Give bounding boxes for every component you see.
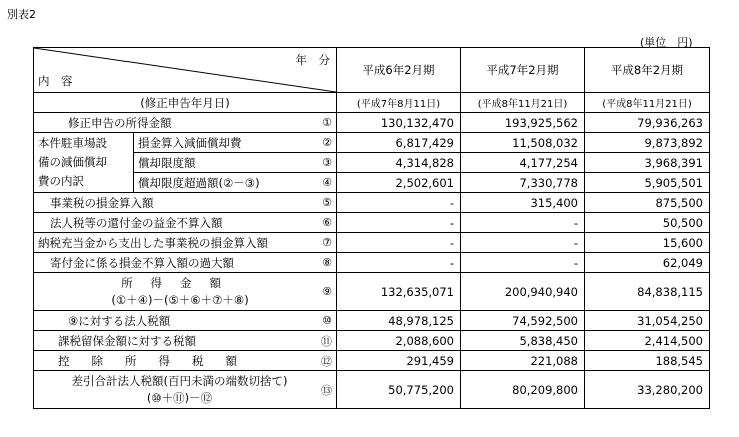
col-header-h6: 平成6年2月期 bbox=[337, 48, 461, 93]
table-row bbox=[34, 113, 710, 133]
row-label-cell bbox=[134, 133, 337, 153]
cell: 31,054,250 bbox=[585, 311, 710, 331]
row-number: ⑤ bbox=[322, 196, 332, 209]
cell: 875,500 bbox=[585, 193, 710, 213]
row-number: ⑬ bbox=[321, 383, 332, 397]
appendix-title: 別表2 bbox=[7, 8, 36, 21]
table-row bbox=[34, 173, 710, 193]
row-label-cell bbox=[34, 331, 337, 351]
cell: (平成8年11月21日) bbox=[585, 93, 710, 113]
cell: 48,978,125 bbox=[337, 311, 461, 331]
row-label-cell bbox=[34, 311, 337, 331]
cell: 50,775,200 bbox=[337, 371, 461, 409]
cell: 5,905,501 bbox=[585, 173, 710, 193]
group-label-cell bbox=[34, 133, 134, 193]
header-diagonal-cell bbox=[34, 48, 337, 93]
row-number: ⑧ bbox=[322, 256, 332, 269]
cell: - bbox=[461, 233, 585, 253]
cell: 188,545 bbox=[585, 351, 710, 371]
table-row bbox=[34, 351, 710, 371]
row-label: 納税充当金から支出した事業税の損金算入額 bbox=[38, 235, 268, 250]
row-label: 差引合計法人税額(百円未満の端数切捨て) bbox=[71, 373, 288, 388]
header-row bbox=[34, 48, 710, 93]
row-label: 償却限度額 bbox=[138, 155, 196, 170]
tax-table bbox=[33, 47, 710, 409]
row-label: 課税留保金額に対する税額 bbox=[58, 333, 196, 348]
cell: 2,088,600 bbox=[337, 331, 461, 351]
cell: 2,414,500 bbox=[585, 331, 710, 351]
cell: 50,500 bbox=[585, 213, 710, 233]
row-label-cell bbox=[34, 273, 337, 311]
table-row bbox=[34, 311, 710, 331]
row-number: ⑥ bbox=[322, 216, 332, 229]
row-label-cell bbox=[34, 213, 337, 233]
row-number: ④ bbox=[322, 176, 332, 189]
table-row bbox=[34, 153, 710, 173]
cell: 4,314,828 bbox=[337, 153, 461, 173]
cell: 315,400 bbox=[461, 193, 585, 213]
row-label-cell bbox=[34, 233, 337, 253]
group-label-line: 本件駐車場設 bbox=[38, 136, 107, 150]
cell: 80,209,800 bbox=[461, 371, 585, 409]
group-label-line: 費の内訳 bbox=[38, 174, 84, 188]
cell: - bbox=[337, 213, 461, 233]
row-number: ③ bbox=[322, 156, 332, 169]
cell: 4,177,254 bbox=[461, 153, 585, 173]
row-number: ⑪ bbox=[321, 334, 332, 348]
row-label: 所得金額 bbox=[121, 275, 240, 290]
unit-label: (単位 円) bbox=[640, 36, 693, 49]
table-row bbox=[34, 133, 710, 153]
cell: - bbox=[461, 253, 585, 273]
cell: 200,940,940 bbox=[461, 273, 585, 311]
table-row bbox=[34, 233, 710, 253]
row-number: ② bbox=[322, 136, 332, 149]
diagonal-line bbox=[34, 48, 336, 92]
cell: 2,502,601 bbox=[337, 173, 461, 193]
row-number: ⑩ bbox=[322, 314, 332, 327]
row-label: 事業税の損金算入額 bbox=[50, 195, 154, 210]
row-number: ① bbox=[322, 116, 332, 129]
row-number: ⑦ bbox=[322, 236, 332, 249]
group-label-line: 備の減価償却 bbox=[38, 155, 107, 169]
cell: 15,600 bbox=[585, 233, 710, 253]
table-row bbox=[34, 93, 710, 113]
cell: (平成8年11月21日) bbox=[461, 93, 585, 113]
row-label-cell bbox=[134, 173, 337, 193]
row-label-cell bbox=[34, 371, 337, 409]
col-header-h8: 平成8年2月期 bbox=[585, 48, 710, 93]
cell: 79,936,263 bbox=[585, 113, 710, 133]
row-number: ⑫ bbox=[321, 354, 332, 368]
row-label-cell bbox=[34, 253, 337, 273]
row-label: (修正申告年月日) bbox=[34, 93, 337, 113]
cell: - bbox=[461, 213, 585, 233]
row-label: 損金算入減価償却費 bbox=[138, 135, 242, 150]
table-row bbox=[34, 273, 710, 311]
cell: 193,925,562 bbox=[461, 113, 585, 133]
row-label: ⑨に対する法人税額 bbox=[68, 313, 171, 328]
cell: 62,049 bbox=[585, 253, 710, 273]
row-label-cell bbox=[34, 113, 337, 133]
cell: - bbox=[337, 193, 461, 213]
cell: - bbox=[337, 253, 461, 273]
table-row bbox=[34, 331, 710, 351]
table-row bbox=[34, 193, 710, 213]
cell: 3,968,391 bbox=[585, 153, 710, 173]
row-label: 償却限度超過額(②－③) bbox=[138, 175, 260, 190]
row-label-formula: (①＋④)－(⑤＋⑥＋⑦＋⑧) bbox=[111, 292, 249, 307]
table-row bbox=[34, 253, 710, 273]
cell: 5,838,450 bbox=[461, 331, 585, 351]
cell: 132,635,071 bbox=[337, 273, 461, 311]
cell: 74,592,500 bbox=[461, 311, 585, 331]
table-row bbox=[34, 371, 710, 409]
header-year-label: 年 分 bbox=[295, 53, 330, 67]
cell: 221,088 bbox=[461, 351, 585, 371]
row-label-cell bbox=[34, 351, 337, 371]
row-label: 法人税等の還付金の益金不算入額 bbox=[50, 215, 223, 230]
cell: 33,280,200 bbox=[585, 371, 710, 409]
cell: 11,508,032 bbox=[461, 133, 585, 153]
row-label-cell bbox=[134, 153, 337, 173]
cell: 84,838,115 bbox=[585, 273, 710, 311]
row-label: 修正申告の所得金額 bbox=[68, 115, 172, 130]
cell: 6,817,429 bbox=[337, 133, 461, 153]
cell: 291,459 bbox=[337, 351, 461, 371]
row-label: 寄付金に係る損金不算入額の過大額 bbox=[50, 255, 234, 270]
header-content-label: 内 容 bbox=[38, 74, 73, 88]
cell: 9,873,892 bbox=[585, 133, 710, 153]
table-row bbox=[34, 213, 710, 233]
cell: - bbox=[337, 233, 461, 253]
cell: (平成7年8月11日) bbox=[337, 93, 461, 113]
row-label-formula: (⑩＋⑪)－⑫ bbox=[146, 390, 213, 405]
cell: 130,132,470 bbox=[337, 113, 461, 133]
row-number: ⑨ bbox=[322, 285, 332, 298]
col-header-h7: 平成7年2月期 bbox=[461, 48, 585, 93]
row-label-cell bbox=[34, 193, 337, 213]
cell: 7,330,778 bbox=[461, 173, 585, 193]
row-label: 控除所得税額 bbox=[58, 353, 259, 368]
